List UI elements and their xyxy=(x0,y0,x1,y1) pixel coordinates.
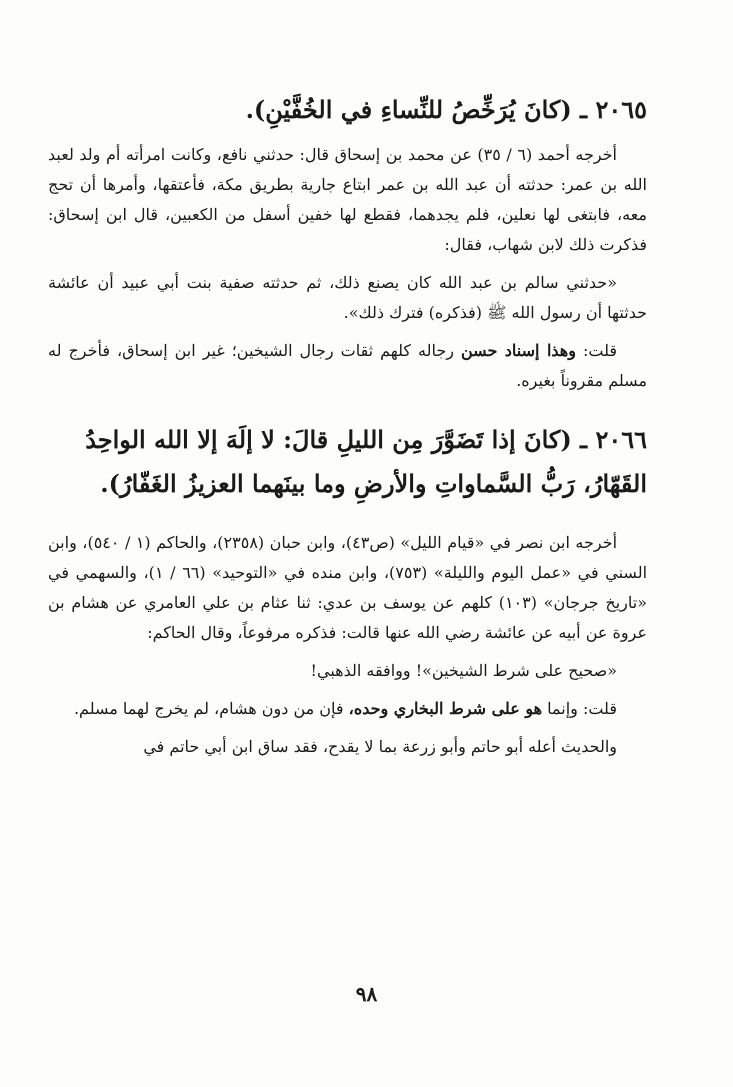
verdict-bold: هو على شرط البخاري وحده، xyxy=(348,699,543,718)
page-number: ٩٨ xyxy=(355,982,378,1006)
verdict-rest: فإن من دون هشام، لم يخرج لهما مسلم. xyxy=(73,699,344,718)
page-content xyxy=(48,88,647,770)
hadith-2066-illah: والحديث أعله أبو حاتم وأبو زرعة بما لا يقدح، فقد ساق ابن أبي حاتم في xyxy=(143,737,617,756)
verdict-bold: وهذا إسناد حسن xyxy=(460,341,576,360)
hadith-2065-verdict xyxy=(48,336,647,396)
hadith-2065-title: ٢٠٦٥ ـ (كانَ يُرَخِّصُ للنِّساءِ في الخُفَّيْنِ). xyxy=(245,95,647,124)
hadith-2066-takhrij: أخرجه ابن نصر في «قيام الليل» (ص٤٣)، وابن حبان (٢٣٥٨)، والحاكم (١ / ٥٤٠)، وابن السني في «عمل اليوم والليلة» (٧٥٣)، وابن منده في «التوحيد» (٦٦ / ١)، والسهمي في «تاريخ جرجان» (١٠٣) كلهم عن يوسف بن عدي: ثنا عثام بن علي العامري عن هشام بن عروة عن أبيه عن عائشة رضي الله عنها قالت: فذكره مرفوعاً، وقال الحاكم: xyxy=(48,533,648,642)
hadith-2066-title: ٢٠٦٦ ـ (كانَ إذا تَضَوَّرَ مِن الليلِ قالَ: لا إلَهَ إلا الله الواحِدُ القَهّارُ، رَبُّ السَّماواتِ والأرضِ وما بينَهما العزيزُ الغَفّارُ). xyxy=(85,425,647,498)
hadith-2066-verdict xyxy=(48,694,647,724)
hadith-2065-takhrij: أخرجه أحمد (٦ / ٣٥) عن محمد بن إسحاق قال: حدثني نافع، وكانت امرأته أم ولد لعبد الله بن عمر: حدثته أن عبد الله بن عمر ابتاع جارية بطريق مكة، فأعتقها، وأمرها أن تحج معه، فابتغى لها نعلين، فلم يجدهما، فقطع لها خفين أسفل من الكعبين، قال ابن إسحاق: فذكرت ذلك لابن شهاب، فقال: xyxy=(48,145,647,254)
verdict-rest: رجاله كلهم ثقات رجال الشيخين؛ غير ابن إسحاق، فأخرج له مسلم مقروناً بغيره. xyxy=(48,341,647,390)
section-gap xyxy=(48,514,647,528)
hadith-2065-quote: «حدثني سالم بن عبد الله كان يصنع ذلك، ثم حدثته صفية بنت أبي عبيد أن عائشة حدثتها أن رسول الله ﷺ (فذكره) فترك ذلك». xyxy=(48,273,647,322)
verdict-prefix: قلت: xyxy=(582,341,618,360)
hadith-2066-quote: «صحيح على شرط الشيخين»! ووافقه الذهبي! xyxy=(310,661,617,680)
section-gap xyxy=(48,404,647,418)
verdict-prefix: قلت: وإنما xyxy=(547,699,617,718)
